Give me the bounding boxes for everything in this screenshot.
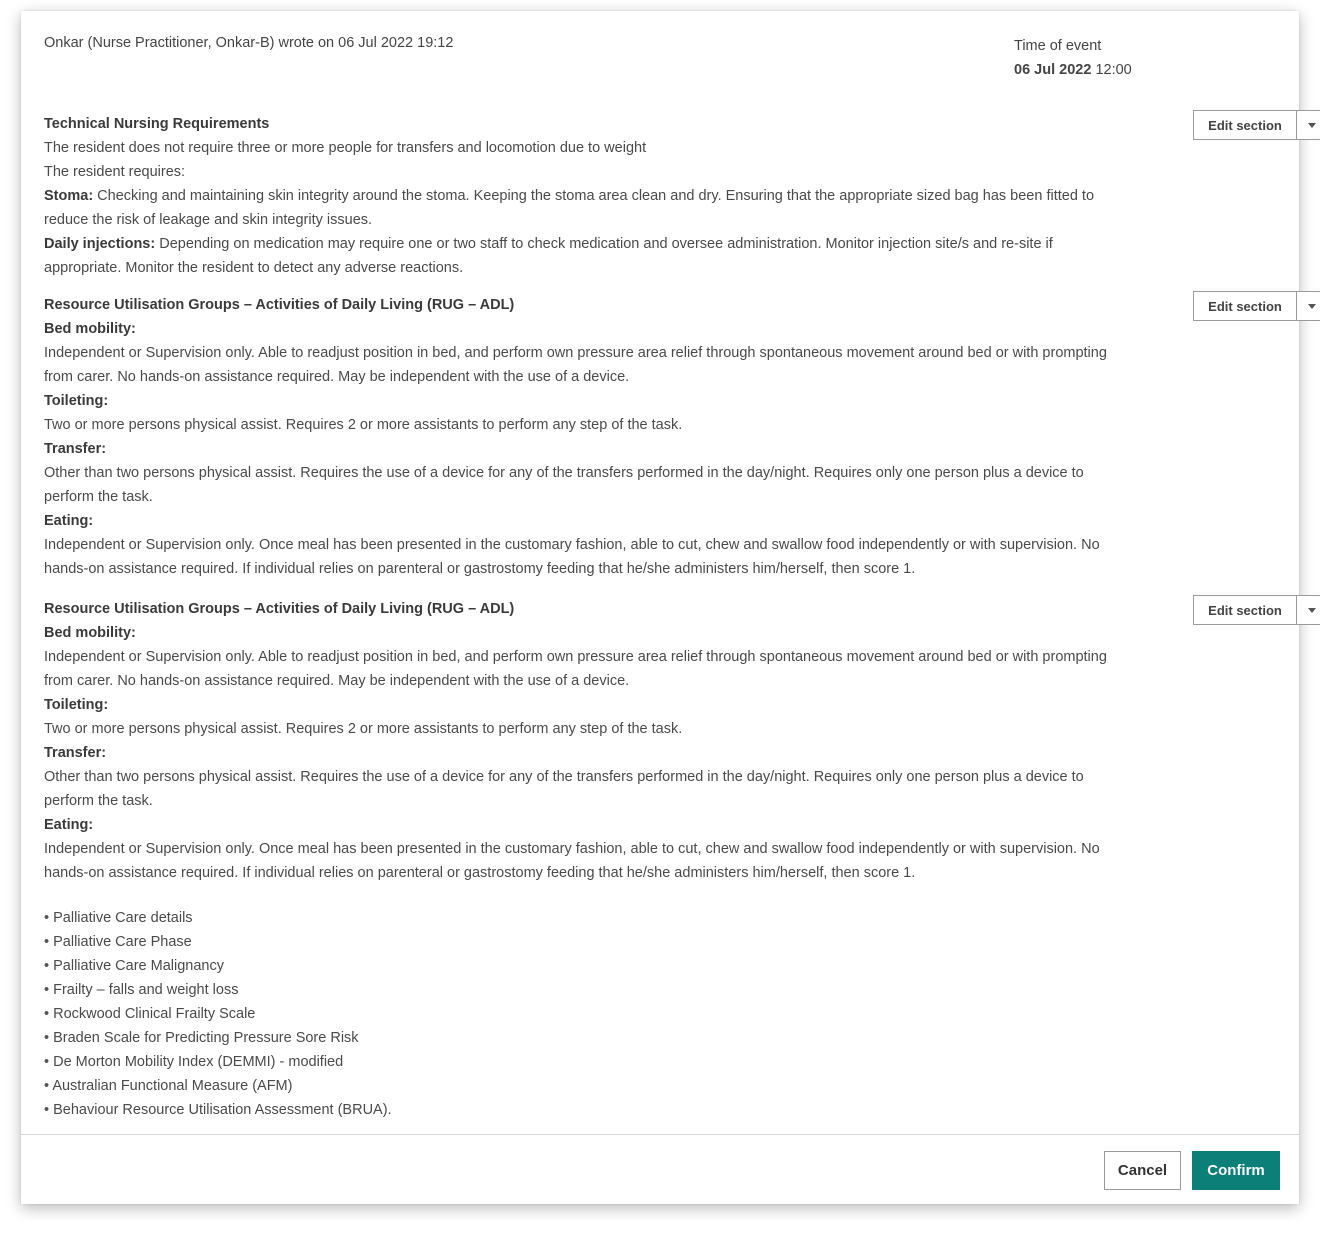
list-item: • Behaviour Resource Utilisation Assessment (BRUA). xyxy=(44,1102,392,1118)
eating-text: Independent or Supervision only. Once meal has been presented in the customary fashion, able to cut, chew and swallow food independently or with supervision. No hands-on assistance required. If individual relies on parenteral or gastrostomy feeding that he/she administers him/herself, then score 1. xyxy=(44,537,1100,577)
bed-mobility-text: Independent or Supervision only. Able to readjust position in bed, and perform own pressure area relief through spontaneous movement around bed or with prompting from carer. No hands-on assistance required. May be independent with the use of a device. xyxy=(44,345,1107,385)
edit-section-group xyxy=(1193,595,1320,625)
time-of-event-label: Time of event xyxy=(1014,38,1102,54)
transfer-text: Other than two persons physical assist. Requires the use of a device for any of the transfers performed in the day/night. Requires only one person plus a device to perform the task. xyxy=(44,465,1084,505)
list-item: • Palliative Care details xyxy=(44,910,193,926)
list-item: • Palliative Care Malignancy xyxy=(44,958,224,974)
edit-section-button[interactable]: Edit section xyxy=(1193,595,1296,625)
stoma-label: Stoma: xyxy=(44,188,94,204)
toileting-label: Toileting: xyxy=(44,697,109,713)
transfer-label: Transfer: xyxy=(44,441,107,457)
time-of-event-date: 06 Jul 2022 xyxy=(1014,62,1092,78)
edit-section-dropdown-button[interactable] xyxy=(1296,291,1320,321)
section-rug-adl xyxy=(44,293,1282,581)
bed-mobility-text: Independent or Supervision only. Able to readjust position in bed, and perform own pressure area relief through spontaneous movement around bed or with prompting from carer. No hands-on assistance required. May be independent with the use of a device. xyxy=(44,649,1107,689)
section-title: Resource Utilisation Groups – Activities of Daily Living (RUG – ADL) xyxy=(44,297,515,313)
stoma-text: Checking and maintaining skin integrity around the stoma. Keeping the stoma area clean and dry. Ensuring that the appropriate sized bag has been fitted to reduce the risk of leakage and skin integrity issues. xyxy=(44,188,1095,228)
list-item: • Braden Scale for Predicting Pressure Sore Risk xyxy=(44,1030,359,1046)
cancel-button[interactable]: Cancel xyxy=(1104,1151,1181,1190)
dialog-content xyxy=(44,31,1284,1122)
time-of-event-time: 12:00 xyxy=(1095,62,1132,78)
bed-mobility-label: Bed mobility: xyxy=(44,625,136,641)
assessment-list xyxy=(44,906,1284,1122)
list-item: • Frailty – falls and weight loss xyxy=(44,982,239,998)
injections-label: Daily injections: xyxy=(44,236,156,252)
section-title: Resource Utilisation Groups – Activities of Daily Living (RUG – ADL) xyxy=(44,601,515,617)
eating-label: Eating: xyxy=(44,817,94,833)
injections-paragraph xyxy=(44,232,1134,280)
chevron-down-icon xyxy=(1308,123,1316,128)
section-text: The resident requires: xyxy=(44,164,186,180)
transfer-text: Other than two persons physical assist. Requires the use of a device for any of the transfers performed in the day/night. Requires only one person plus a device to perform the task. xyxy=(44,769,1084,809)
footer-divider xyxy=(21,1134,1299,1135)
note-dialog xyxy=(21,11,1299,1204)
edit-section-button[interactable]: Edit section xyxy=(1193,110,1296,140)
bed-mobility-label: Bed mobility: xyxy=(44,321,136,337)
transfer-label: Transfer: xyxy=(44,745,107,761)
chevron-down-icon xyxy=(1308,304,1316,309)
eating-text: Independent or Supervision only. Once meal has been presented in the customary fashion, able to cut, chew and swallow food independently or with supervision. No hands-on assistance required. If individual relies on parenteral or gastrostomy feeding that he/she administers him/herself, then score 1. xyxy=(44,841,1100,881)
edit-section-group xyxy=(1193,291,1320,321)
list-item: • Palliative Care Phase xyxy=(44,934,192,950)
note-header xyxy=(44,31,1284,101)
stoma-paragraph xyxy=(44,184,1134,232)
list-item: • Rockwood Clinical Frailty Scale xyxy=(44,1006,256,1022)
list-item: • Australian Functional Measure (AFM) xyxy=(44,1078,293,1094)
confirm-button[interactable]: Confirm xyxy=(1192,1151,1280,1190)
section-technical-nursing xyxy=(44,112,1282,280)
edit-section-dropdown-button[interactable] xyxy=(1296,595,1320,625)
section-rug-adl-2 xyxy=(44,597,1282,885)
time-of-event xyxy=(1014,34,1132,82)
author-line: Onkar (Nurse Practitioner, Onkar-B) wrote on 06 Jul 2022 19:12 xyxy=(44,35,454,51)
edit-section-group xyxy=(1193,110,1320,140)
edit-section-dropdown-button[interactable] xyxy=(1296,110,1320,140)
section-title: Technical Nursing Requirements xyxy=(44,116,270,132)
edit-section-button[interactable]: Edit section xyxy=(1193,291,1296,321)
section-text: The resident does not require three or more people for transfers and locomotion due to weight xyxy=(44,140,647,156)
list-item: • De Morton Mobility Index (DEMMI) - modified xyxy=(44,1054,344,1070)
toileting-text: Two or more persons physical assist. Requires 2 or more assistants to perform any step of the task. xyxy=(44,721,683,737)
injections-text: Depending on medication may require one or two staff to check medication and oversee administration. Monitor injection site/s and re-site if appropriate. Monitor the resident to detect any adverse reactions. xyxy=(44,236,1053,276)
time-of-event-value xyxy=(1014,58,1132,82)
chevron-down-icon xyxy=(1308,608,1316,613)
eating-label: Eating: xyxy=(44,513,94,529)
toileting-label: Toileting: xyxy=(44,393,109,409)
toileting-text: Two or more persons physical assist. Requires 2 or more assistants to perform any step of the task. xyxy=(44,417,683,433)
